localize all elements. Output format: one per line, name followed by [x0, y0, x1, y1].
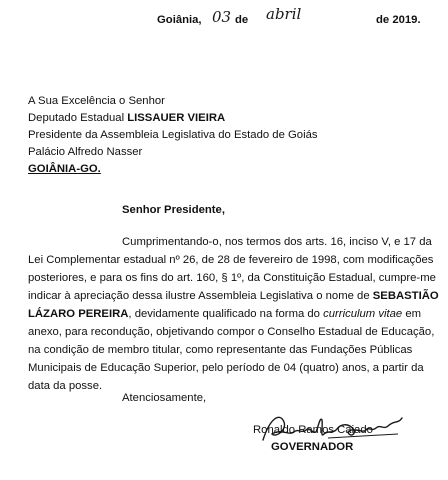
date-de: de [235, 14, 249, 26]
curriculum-vitae-text: curriculum vitae [323, 308, 403, 320]
recipient-line-2 [28, 110, 225, 127]
body-line-4 [28, 288, 439, 305]
salutation: Senhor Presidente, [122, 204, 225, 216]
recipient-name: LISSAUER VIEIRA [127, 112, 226, 124]
recipient-title: Deputado Estadual [28, 112, 128, 124]
body-line-8: Municipais de Educação Superior, pelo período de 04 (quatro) anos, a partir da [28, 362, 424, 374]
recipient-city: GOIÂNIA-GO. [28, 163, 101, 175]
body-line-5 [28, 306, 421, 323]
body-line-6: anexo, para recondução, objetivando compor o Conselho Estadual de Educação, [28, 326, 435, 338]
date-month-handwritten: abril [266, 5, 302, 23]
body-line-5-end: em [402, 308, 422, 320]
closing: Atenciosamente, [122, 392, 207, 404]
body-line-1: Cumprimentando-o, nos termos dos arts. 16, inciso V, e 17 da [122, 236, 432, 248]
body-line-5-mid: , devidamente qualificado na forma do [128, 308, 324, 320]
signatory-name: Ronaldo Ramos Caiado [253, 424, 373, 436]
signatory-title: GOVERNADOR [271, 441, 354, 453]
date-year: de 2019. [376, 14, 421, 26]
recipient-line-3: Presidente da Assembleia Legislativa do Estado de Goiás [28, 129, 318, 141]
nominee-last-name: LÁZARO PEREIRA [28, 308, 129, 320]
body-line-3: posteriores, e para os fins do art. 160, § 1º, da Constituição Estadual, cumpre-me [28, 272, 436, 284]
body-line-4-text: indicar à apreciação dessa ilustre Assembleia Legislativa o nome de [28, 290, 373, 302]
recipient-line-1: A Sua Excelência o Senhor [28, 95, 165, 107]
body-line-7: na condição de membro titular, como representante das Fundações Públicas [28, 344, 413, 356]
body-line-2: Lei Complementar estadual nº 26, de 28 de fevereiro de 1998, com modificações [28, 254, 434, 266]
date-day-handwritten: 03 [212, 8, 232, 26]
date-city: Goiânia, [157, 14, 202, 26]
body-line-9: data da posse. [28, 380, 103, 392]
nominee-first-name: SEBASTIÃO [372, 290, 439, 302]
recipient-line-4: Palácio Alfredo Nasser [28, 146, 143, 158]
